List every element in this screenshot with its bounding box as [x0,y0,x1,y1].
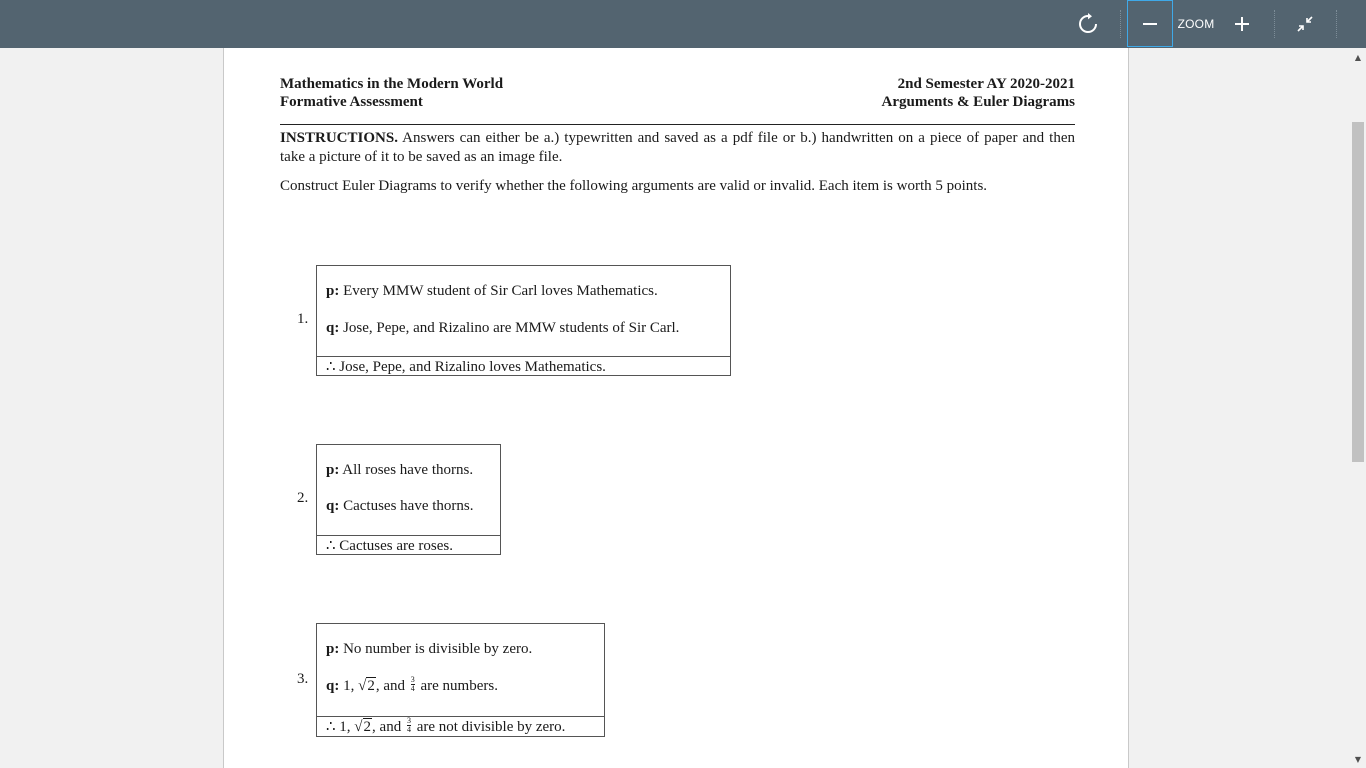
toolbar-divider [1274,10,1275,38]
item-number: 1. [297,311,309,327]
premise-q-label: q: [326,678,340,694]
assessment-type: Formative Assessment [280,94,423,110]
vertical-scrollbar[interactable] [1350,48,1366,768]
header-left [280,75,503,111]
instructions-text: Answers can either be a.) typewritten and saved as a pdf file or b.) handwritten on a piece of paper and then take a picture of it to be saved as an image file. [280,130,1075,165]
plus-icon [1234,16,1250,32]
q-and: , and [375,678,405,694]
header-rule [280,124,1075,125]
fraction-numerator: 3 [406,716,411,726]
toolbar-divider [1336,10,1337,38]
sqrt-expression [358,678,376,695]
premise-q-text: Cactuses have thorns. [343,498,474,514]
premise-p [326,283,658,300]
sqrt-expression [354,719,372,736]
header-right [784,75,1075,111]
exit-fullscreen-button[interactable] [1284,0,1326,48]
argument-box-1 [316,265,731,376]
item-number: 2. [297,490,309,506]
premise-q-label: q: [326,498,340,514]
therefore-symbol: ∴ [326,538,336,554]
zoom-out-button[interactable] [1127,0,1173,47]
therefore-symbol: ∴ [326,359,336,375]
premise-p-label: p: [326,641,340,657]
fraction-denominator: 4 [410,684,415,694]
c-and: , and [372,719,402,735]
fraction [407,717,411,734]
q-one: 1, [343,678,355,694]
therefore-symbol: ∴ [326,719,336,735]
premise-p-label: p: [326,283,340,299]
premise-p-text: All roses have thorns. [342,462,474,478]
q-tail: are numbers. [420,678,498,694]
premise-p-text: No number is divisible by zero. [343,641,533,657]
topic-label: Arguments & Euler Diagrams [881,94,1075,110]
scroll-up-arrow-icon[interactable]: ▲ [1354,52,1362,62]
c-one: 1, [339,719,351,735]
conclusion-text: Jose, Pepe, and Rizalino loves Mathematics. [339,359,606,375]
toolbar-divider [1120,10,1121,38]
sqrt-radicand: 2 [363,719,372,735]
sqrt-radicand: 2 [367,678,375,694]
rotate-button[interactable] [1068,0,1108,48]
conclusion [326,717,565,736]
premise-q [326,675,498,695]
argument-box-3 [316,623,605,737]
fraction [411,676,415,693]
scroll-down-arrow-icon[interactable]: ▼ [1354,754,1362,764]
fraction-denominator: 4 [406,725,411,735]
instructions-label: INSTRUCTIONS. [280,130,398,146]
premise-q-label: q: [326,320,340,336]
premise-p [326,462,473,479]
premise-p-text: Every MMW student of Sir Carl loves Mathematics. [343,283,658,299]
sqrt-symbol: √ [354,719,363,735]
course-title: Mathematics in the Modern World [280,76,504,92]
zoom-label: ZOOM [1177,17,1215,31]
viewer-toolbar [0,0,1366,48]
c-tail: are not divisible by zero. [416,719,566,735]
scrollbar-thumb[interactable] [1352,122,1364,462]
semester-label: 2nd Semester AY 2020-2021 [897,76,1075,92]
instructions [280,129,1075,167]
document-viewport[interactable] [0,48,1350,768]
argument-box-2 [316,444,501,555]
minus-icon [1142,16,1158,32]
premise-q-text: Jose, Pepe, and Rizalino are MMW students of Sir Carl. [343,320,680,336]
zoom-in-button[interactable] [1220,0,1264,48]
fraction-numerator: 3 [410,675,415,685]
task-text: Construct Euler Diagrams to verify whether the following arguments are valid or invalid. Each item is worth 5 points. [280,178,988,194]
collapse-icon [1296,15,1314,33]
conclusion [326,536,453,555]
premise-q [326,498,473,515]
rotate-icon [1077,13,1099,35]
premise-p [326,641,532,658]
item-number: 3. [297,671,309,687]
document-page [223,48,1129,768]
conclusion [326,357,606,376]
conclusion-text: Cactuses are roses. [339,538,454,554]
premise-p-label: p: [326,462,340,478]
sqrt-symbol: √ [358,678,367,694]
premise-q [326,320,679,337]
